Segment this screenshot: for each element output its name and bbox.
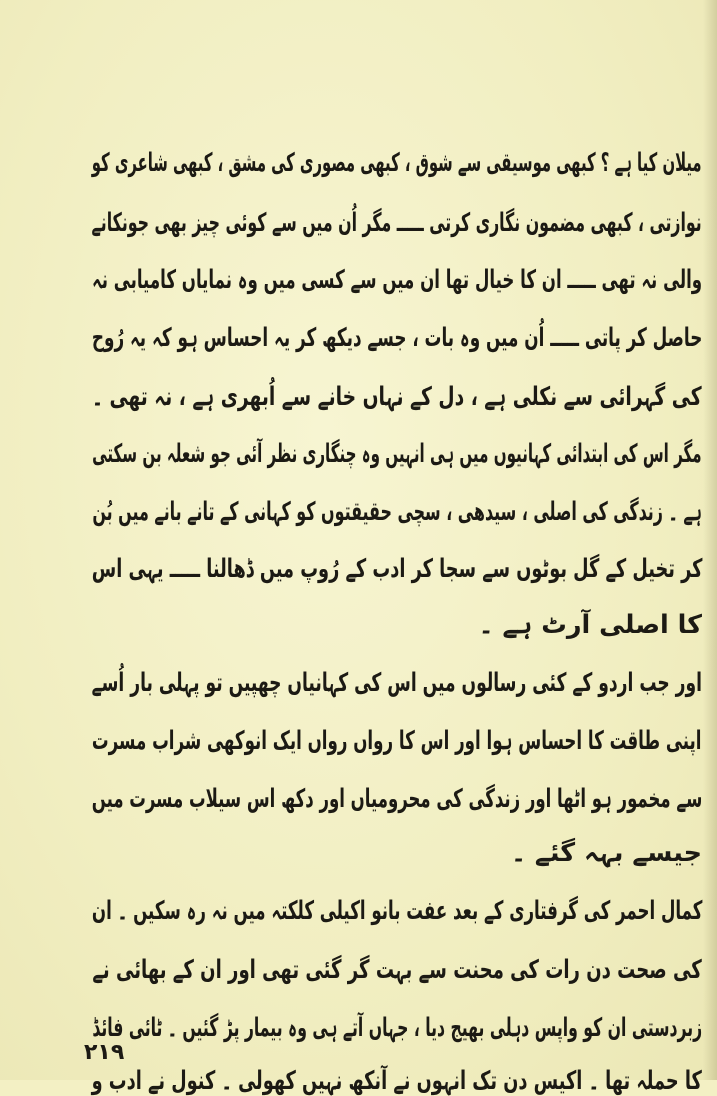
text-line-12: سے مخمور ہو اٹھا اور زندگی کی محرومیاں اور دکھ اس سیلاب مسرت میں: [91, 784, 702, 814]
text-line-15: کی صحت دن رات کی محنت سے بہت گر گئی تھی اور ان کے بھائی نے: [92, 955, 702, 985]
text-line-17: کا حملہ تھا ۔ اکیس دن تک انہوں نے آنکھ نہیں کھولی ۔ کنول نے ادب و: [91, 1066, 702, 1096]
text-line-6: مگر اس کی ابتدائی کہانیوں میں ہی انہیں وہ چنگاری نظر آئی جو شعلہ بن سکتی: [92, 439, 702, 469]
text-line-1: میلان کیا ہے ؟ کبھی موسیقی سے شوق ، کبھی مصوری کی مشق ، کبھی شاعری کو: [92, 148, 702, 178]
text-line-2: نوازتی ، کبھی مضمون نگاری کرتی ـــــ مگر اُن میں سے کوئی چیز بھی جونکانے: [91, 208, 702, 238]
page-edge-shadow: [703, 0, 717, 1080]
text-line-8: کر تخیل کے گل بوٹوں سے سجا کر ادب کے رُوپ میں ڈھالنا ـــــ یہی اس: [91, 554, 702, 584]
text-line-5: کی گہرائی سے نکلی ہے ، دل کے نہاں خانے سے اُبھری ہے ، نہ تھی ۔: [92, 382, 702, 412]
text-line-13: جیسے بہہ گئے ۔: [511, 838, 702, 868]
text-line-7: ہے ۔ زندگی کی اصلی ، سیدھی ، سچی حقیقتوں کو کہانی کے تانے بانے میں بُن: [92, 497, 702, 527]
text-line-11: اپنی طاقت کا احساس ہوا اور اس کا رواں رواں ایک انوکھی شراب مسرت: [92, 726, 702, 756]
text-line-9: کا اصلی آرٹ ہے ۔: [478, 610, 702, 640]
page-number: ۲۱۹: [84, 1040, 125, 1065]
text-line-3: والی نہ تھی ـــــ ان کا خیال تھا ان میں سے کسی میں وہ نمایاں کامیابی نہ: [91, 265, 702, 295]
text-line-10: اور جب اردو کے کئی رسالوں میں اس کی کہانیاں چھپیں تو پہلی بار اُسے: [91, 668, 702, 698]
text-line-16: زبردستی ان کو واپس دہلی بھیج دیا ، جہاں آتے ہی وہ بیمار پڑ گئیں ۔ ٹائی فائڈ: [92, 1013, 702, 1043]
text-line-14: کمال احمر کی گرفتاری کے بعد عفت بانو اکیلی کلکتہ میں نہ رہ سکیں ۔ ان: [91, 896, 702, 926]
text-line-4: حاصل کر پاتی ـــــ اُن میں وہ بات ، جسے دیکھ کر یہ احساس ہو کہ یہ رُوح: [91, 323, 702, 353]
